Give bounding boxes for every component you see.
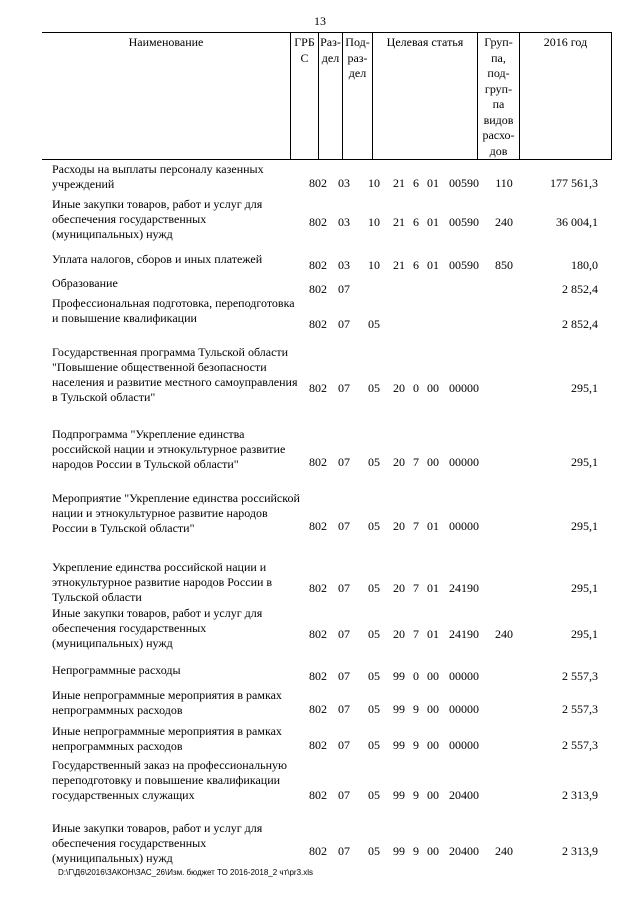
cell-podr: 05 [368, 669, 380, 683]
cell-sum: 2 557,3 [562, 702, 598, 716]
cell-sum: 2 557,3 [562, 669, 598, 683]
cell-sum: 295,1 [571, 519, 598, 533]
cell-razd: 07 [338, 282, 350, 296]
cell-razd: 07 [338, 455, 350, 469]
header-vid-line: Груп- [484, 35, 513, 49]
cell-cs3: 00 [427, 669, 439, 683]
cell-sum: 295,1 [571, 581, 598, 595]
cell-vid: 240 [495, 627, 513, 641]
cell-sum: 180,0 [571, 258, 598, 272]
cell-razd: 03 [338, 258, 350, 272]
header-podrazdel [342, 33, 372, 159]
cell-vid: 240 [495, 844, 513, 858]
cell-cs4: 24190 [449, 581, 479, 595]
cell-grbs: 802 [309, 455, 327, 469]
header-vid-line: па, [491, 50, 506, 65]
cell-cs4: 20400 [449, 788, 479, 802]
header-razdel-line: дел [321, 50, 340, 65]
cell-sum: 295,1 [571, 627, 598, 641]
table-header [42, 32, 612, 160]
cell-cs1: 20 [393, 519, 405, 533]
row-name: Иные непрограммные мероприятия в рамках непрограммных расходов [52, 688, 282, 717]
cell-cs4: 20400 [449, 844, 479, 858]
cell-vid: 240 [495, 215, 513, 229]
cell-sum: 2 852,4 [562, 317, 598, 331]
header-grbs-line: С [300, 50, 309, 65]
cell-cs1: 99 [393, 844, 405, 858]
cell-cs2: 6 [413, 215, 419, 229]
row-name: Подпрограмма "Укрепление единства российской нации и этнокультурное развитие народов России в Тульской области" [52, 427, 286, 471]
header-razdel-line: Раз- [320, 35, 341, 49]
cell-podr: 10 [368, 176, 380, 190]
cell-grbs: 802 [309, 317, 327, 331]
cell-grbs: 802 [309, 702, 327, 716]
cell-grbs: 802 [309, 381, 327, 395]
cell-podr: 05 [368, 738, 380, 752]
header-podrazdel-line: Под- [345, 35, 370, 49]
cell-cs2: 6 [413, 176, 419, 190]
cell-cs2: 7 [413, 519, 419, 533]
cell-cs1: 20 [393, 627, 405, 641]
cell-cs3: 01 [427, 258, 439, 272]
header-year: 2016 год [519, 33, 612, 159]
cell-cs2: 9 [413, 738, 419, 752]
cell-razd: 07 [338, 702, 350, 716]
cell-cs2: 7 [413, 581, 419, 595]
cell-cs2: 9 [413, 702, 419, 716]
cell-grbs: 802 [309, 282, 327, 296]
cell-podr: 05 [368, 381, 380, 395]
header-podrazdel-line: раз- [347, 50, 368, 65]
cell-cs2: 7 [413, 627, 419, 641]
cell-podr: 05 [368, 702, 380, 716]
row-name: Государственная программа Тульской области "Повышение общественной безопасности населения и развитие местного самоуправления в Тульской области" [52, 345, 298, 404]
cell-cs1: 99 [393, 738, 405, 752]
cell-cs1: 20 [393, 581, 405, 595]
cell-cs1: 99 [393, 788, 405, 802]
cell-razd: 07 [338, 627, 350, 641]
cell-cs4: 24190 [449, 627, 479, 641]
cell-cs4: 00000 [449, 738, 479, 752]
row-name: Укрепление единства российской нации и этнокультурное развитие народов России в Тульской области [52, 560, 273, 604]
row-name: Иные закупки товаров, работ и услуг для обеспечения государственных (муниципальных) нужд [52, 606, 263, 650]
cell-podr: 05 [368, 788, 380, 802]
cell-podr: 05 [368, 455, 380, 469]
cell-razd: 07 [338, 381, 350, 395]
cell-razd: 07 [338, 317, 350, 331]
cell-vid: 850 [495, 258, 513, 272]
cell-grbs: 802 [309, 844, 327, 858]
cell-cs4: 00000 [449, 381, 479, 395]
cell-cs1: 21 [393, 258, 405, 272]
cell-grbs: 802 [309, 788, 327, 802]
header-vid-line: под- [487, 66, 510, 80]
row-name: Иные непрограммные мероприятия в рамках непрограммных расходов [52, 724, 282, 753]
cell-grbs: 802 [309, 519, 327, 533]
cell-razd: 03 [338, 176, 350, 190]
cell-cs2: 9 [413, 844, 419, 858]
cell-cs3: 00 [427, 788, 439, 802]
cell-razd: 07 [338, 738, 350, 752]
header-razdel [318, 33, 342, 159]
cell-cs3: 00 [427, 738, 439, 752]
cell-cs1: 21 [393, 215, 405, 229]
cell-vid: 110 [495, 176, 513, 190]
cell-razd: 07 [338, 519, 350, 533]
header-name: Наименование [128, 35, 204, 49]
cell-grbs: 802 [309, 581, 327, 595]
cell-razd: 07 [338, 669, 350, 683]
row-name: Иные закупки товаров, работ и услуг для обеспечения государственных (муниципальных) нужд [52, 197, 263, 241]
cell-cs4: 00000 [449, 455, 479, 469]
cell-cs4: 00000 [449, 519, 479, 533]
row-name: Расходы на выплаты персоналу казенных учреждений [52, 162, 264, 191]
row-name: Образование [52, 276, 118, 290]
row-name: Иные закупки товаров, работ и услуг для обеспечения государственных (муниципальных) нужд [52, 821, 263, 865]
cell-grbs: 802 [309, 176, 327, 190]
header-cs: Целевая статья [372, 33, 477, 159]
cell-cs3: 00 [427, 844, 439, 858]
cell-cs2: 9 [413, 788, 419, 802]
row-name: Государственный заказ на профессиональную переподготовку и повышение квалификации государственных служащих [52, 758, 287, 802]
cell-sum: 2 852,4 [562, 282, 598, 296]
cell-cs2: 7 [413, 455, 419, 469]
header-vid-line: расхо- [482, 128, 515, 142]
cell-cs3: 01 [427, 581, 439, 595]
cell-sum: 2 313,9 [562, 844, 598, 858]
cell-sum: 295,1 [571, 381, 598, 395]
cell-razd: 03 [338, 215, 350, 229]
header-grbs [290, 33, 318, 159]
cell-sum: 2 313,9 [562, 788, 598, 802]
page-number: 13 [314, 14, 326, 28]
cell-cs3: 00 [427, 455, 439, 469]
cell-cs2: 6 [413, 258, 419, 272]
header-podrazdel-line: дел [348, 66, 367, 80]
cell-sum: 36 004,1 [556, 215, 598, 229]
cell-cs3: 00 [427, 702, 439, 716]
cell-razd: 07 [338, 788, 350, 802]
cell-cs1: 20 [393, 455, 405, 469]
cell-podr: 05 [368, 519, 380, 533]
cell-sum: 177 561,3 [550, 176, 598, 190]
cell-cs2: 0 [413, 381, 419, 395]
cell-podr: 10 [368, 258, 380, 272]
cell-podr: 05 [368, 317, 380, 331]
cell-cs1: 20 [393, 381, 405, 395]
cell-cs4: 00590 [449, 176, 479, 190]
cell-cs3: 00 [427, 381, 439, 395]
cell-grbs: 802 [309, 627, 327, 641]
cell-sum: 295,1 [571, 455, 598, 469]
cell-podr: 05 [368, 627, 380, 641]
cell-grbs: 802 [309, 258, 327, 272]
row-name: Непрограммные расходы [52, 663, 181, 677]
cell-razd: 07 [338, 844, 350, 858]
header-vid-line: груп- [484, 81, 513, 96]
cell-podr: 05 [368, 581, 380, 595]
cell-podr: 10 [368, 215, 380, 229]
cell-grbs: 802 [309, 215, 327, 229]
cell-grbs: 802 [309, 669, 327, 683]
cell-razd: 07 [338, 581, 350, 595]
cell-cs3: 01 [427, 215, 439, 229]
cell-cs1: 99 [393, 702, 405, 716]
cell-cs4: 00000 [449, 702, 479, 716]
row-name: Уплата налогов, сборов и иных платежей [52, 252, 263, 266]
header-vid [477, 33, 519, 159]
cell-cs4: 00000 [449, 669, 479, 683]
cell-sum: 2 557,3 [562, 738, 598, 752]
cell-podr: 05 [368, 844, 380, 858]
cell-cs1: 21 [393, 176, 405, 190]
header-grbs-line: ГРБ [294, 35, 315, 49]
cell-cs3: 01 [427, 627, 439, 641]
row-name: Профессиональная подготовка, переподготовка и повышение квалификации [52, 296, 295, 325]
header-vid-line: дов [489, 143, 508, 158]
cell-cs4: 00590 [449, 258, 479, 272]
cell-grbs: 802 [309, 738, 327, 752]
header-vid-line: видов [483, 112, 514, 127]
cell-cs1: 99 [393, 669, 405, 683]
cell-cs3: 01 [427, 176, 439, 190]
file-path-footer: D:\Г\Д6\2016\ЗАКОН\ЗАС_26\Изм. бюджет ТО 2016-2018_2 чт\pr3.xls [58, 868, 314, 877]
cell-cs3: 01 [427, 519, 439, 533]
cell-cs4: 00590 [449, 215, 479, 229]
header-vid-line: па [492, 97, 505, 111]
cell-cs2: 0 [413, 669, 419, 683]
row-name: Мероприятие "Укрепление единства российской нации и этнокультурное развитие народов России в Тульской области" [52, 491, 300, 535]
